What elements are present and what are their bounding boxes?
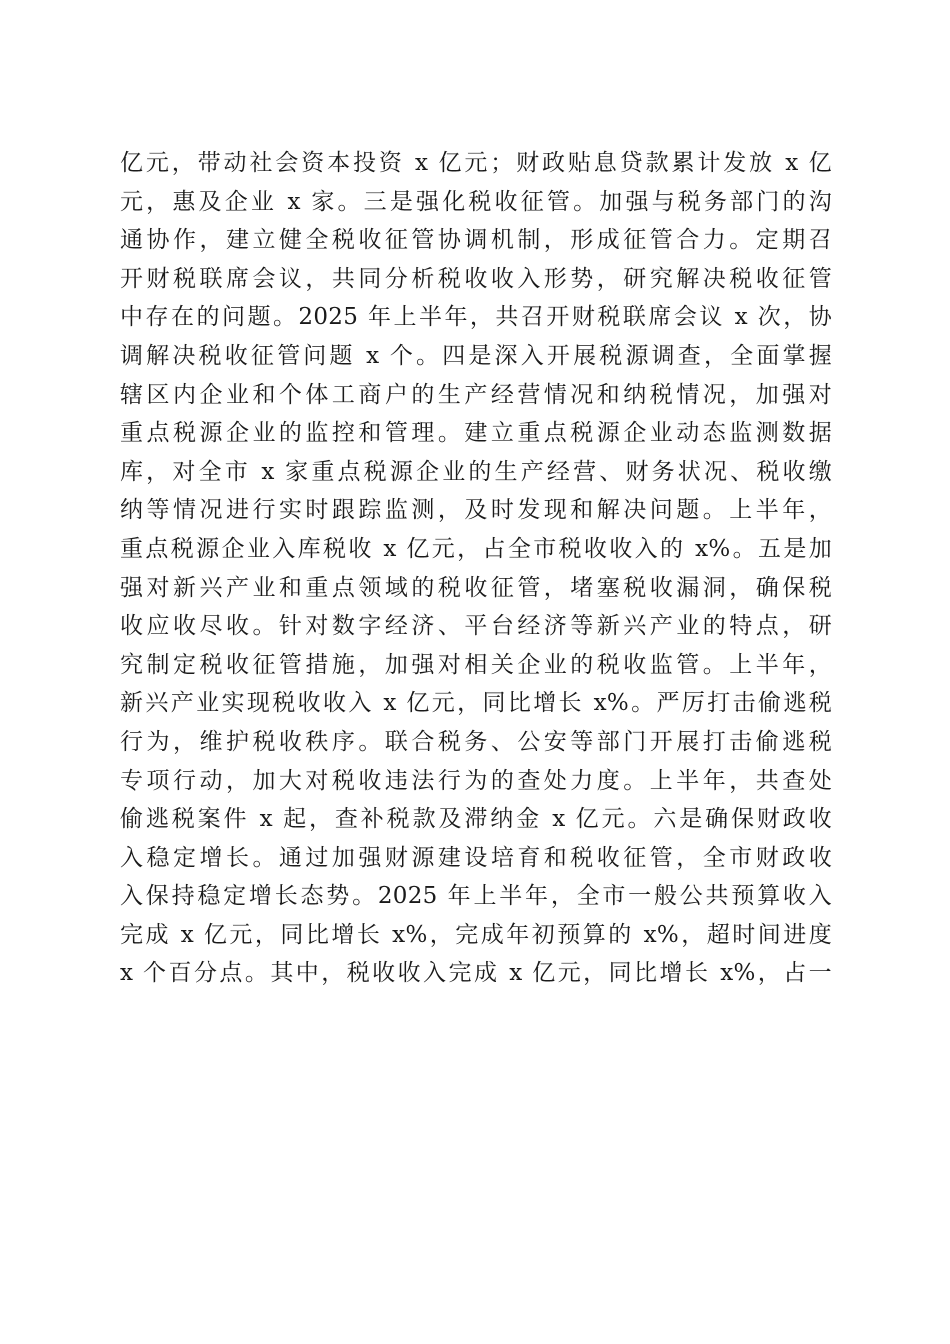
text-line: x 个百分点。其中，税收收入完成 x 亿元，同比增长 x%，占一	[120, 960, 832, 987]
text-line: 究制定税收征管措施，加强对相关企业的税收监管。上半年，	[120, 651, 832, 678]
text-line: 完成 x 亿元，同比增长 x%，完成年初预算的 x%，超时间进度	[120, 921, 832, 948]
text-line: 强对新兴产业和重点领域的税收征管，堵塞税收漏洞，确保税	[120, 574, 832, 601]
text-line: 重点税源企业入库税收 x 亿元，占全市税收收入的 x%。五是加	[120, 535, 832, 562]
text-line: 库，对全市 x 家重点税源企业的生产经营、财务状况、税收缴	[120, 458, 832, 485]
text-line: 亿元，带动社会资本投资 x 亿元；财政贴息贷款累计发放 x 亿	[120, 150, 832, 176]
text-line: 开财税联席会议，共同分析税收收入形势，研究解决税收征管	[120, 265, 832, 292]
text-line: 元，惠及企业 x 家。三是强化税收征管。加强与税务部门的沟	[120, 188, 832, 215]
text-line: 行为，维护税收秩序。联合税务、公安等部门开展打击偷逃税	[120, 728, 832, 755]
text-line: 中存在的问题。2025 年上半年，共召开财税联席会议 x 次，协	[120, 304, 832, 331]
text-line: 入保持稳定增长态势。2025 年上半年，全市一般公共预算收入	[120, 883, 832, 910]
text-line: 通协作，建立健全税收征管协调机制，形成征管合力。定期召	[120, 227, 832, 254]
text-line: 专项行动，加大对税收违法行为的查处力度。上半年，共查处	[120, 767, 832, 794]
body-paragraph	[120, 144, 832, 993]
text-line: 入稳定增长。通过加强财源建设培育和税收征管，全市财政收	[120, 844, 832, 871]
text-line: 辖区内企业和个体工商户的生产经营情况和纳税情况，加强对	[120, 381, 832, 408]
text-line: 新兴产业实现税收收入 x 亿元，同比增长 x%。严厉打击偷逃税	[120, 690, 832, 717]
text-line: 调解决税收征管问题 x 个。四是深入开展税源调查，全面掌握	[120, 342, 832, 369]
text-line: 纳等情况进行实时跟踪监测，及时发现和解决问题。上半年，	[120, 497, 832, 524]
text-line: 偷逃税案件 x 起，查补税款及滞纳金 x 亿元。六是确保财政收	[120, 806, 832, 833]
text-line: 收应收尽收。针对数字经济、平台经济等新兴产业的特点，研	[120, 613, 832, 640]
text-line: 重点税源企业的监控和管理。建立重点税源企业动态监测数据	[120, 420, 832, 447]
